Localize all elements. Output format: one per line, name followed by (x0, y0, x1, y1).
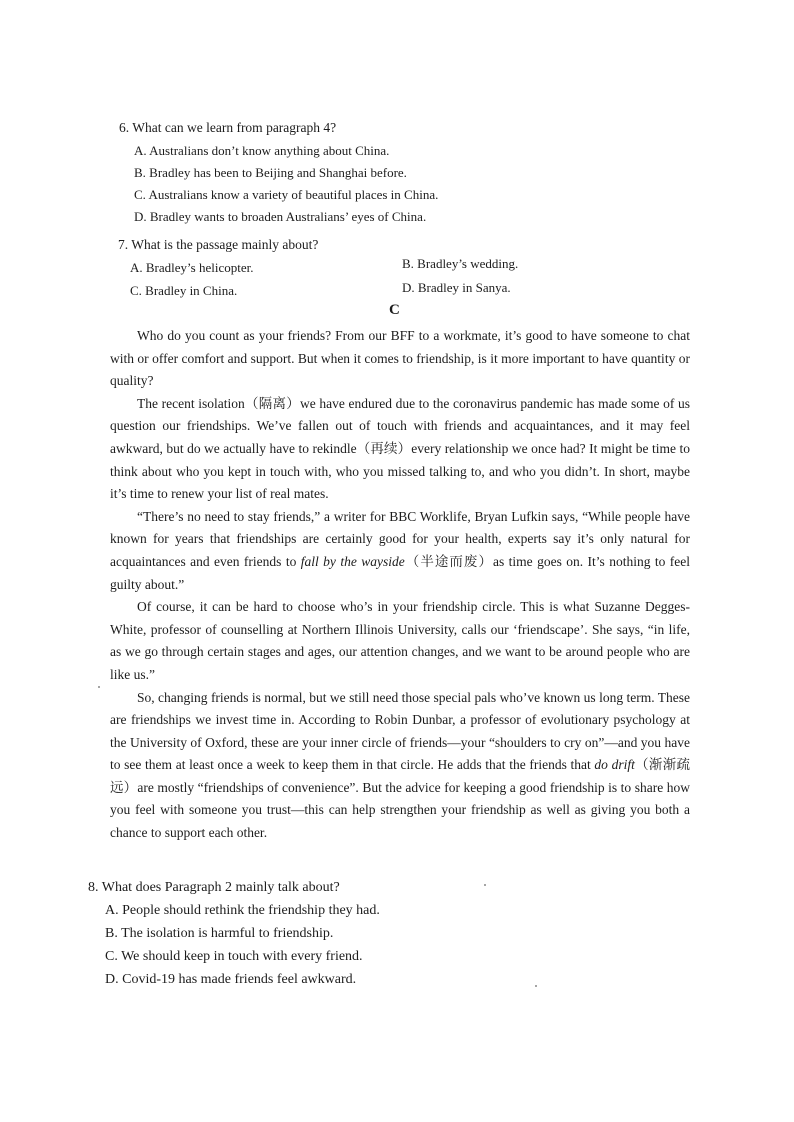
passage-paragraph-5-italic-phrase: do drift (594, 757, 635, 773)
passage-paragraph-4: Of course, it can be hard to choose who’s in your friendship circle. This is what Suzanne Degges-White, professor of counselling at Northern Illinois University, calls our ‘friendscape’. She says, “in life, as we go through certain stages and ages, our attention changes, and we want to be around people who are like us.” (110, 599, 690, 682)
scan-speck (484, 884, 486, 886)
reading-passage (110, 325, 690, 845)
scan-speck (535, 985, 537, 987)
question-6-option-b: B. Bradley has been to Beijing and Shanghai before. (134, 165, 407, 180)
question-8-option-c: C. We should keep in touch with every friend. (105, 949, 363, 964)
passage-paragraph-2: The recent isolation（隔离）we have endured due to the coronavirus pandemic has made some of us question our friendships. We’ve fallen out of touch with friends and acquaintances, and it may feel awkward, but do we actually have to rekindle（再续）every relationship we once had? It might be time to think about who you kept in touch with, who you missed talking to, and who you didn’t. In short, maybe it’s time to renew your list of real mates. (110, 395, 690, 502)
question-6-stem: 6. What can we learn from paragraph 4? (119, 120, 337, 135)
question-6-option-d: D. Bradley wants to broaden Australians’ eyes of China. (134, 209, 427, 224)
question-7-option-d: D. Bradley in Sanya. (402, 280, 511, 295)
question-7-option-c: C. Bradley in China. (130, 283, 238, 298)
passage-paragraph-1: Who do you count as your friends? From our BFF to a workmate, it’s good to have someone to chat with or offer comfort and support. But when it comes to friendship, is it more important to have quantity or quality? (110, 328, 690, 389)
question-7-option-a: A. Bradley’s helicopter. (130, 260, 254, 275)
passage-paragraph-3-start: “There’s no need to stay friends,” a writer for BBC Worklife, Bryan Lufkin says, “While people have known for years that friendships are certainly good for your health, experts say it’s only natural for acquaintances and even friends to (110, 508, 690, 569)
scan-speck (98, 686, 100, 688)
passage-paragraph-5 (110, 687, 690, 845)
question-6-option-c: C. Australians know a variety of beautiful places in China. (134, 187, 439, 202)
question-7-stem: 7. What is the passage mainly about? (118, 237, 319, 252)
passage-paragraph-5-start: So, changing friends is normal, but we still need those special pals who’ve known us long term. These are friendships we invest time in. According to Robin Dunbar, a professor of evolutionary psychology at the University of Oxford, these are your inner circle of friends—your “shoulders to cry on”—and you have to see them at least once a week to keep them in that circle. He adds that the friends that (110, 689, 690, 773)
question-8-stem: 8. What does Paragraph 2 mainly talk about? (88, 880, 340, 895)
question-8 (88, 877, 648, 991)
passage-paragraph-3-end: （半途而废）as time goes on. It’s nothing to feel guilty about.” (110, 553, 691, 592)
question-8-option-b: B. The isolation is harmful to friendship. (105, 926, 334, 941)
question-8-option-a: A. People should rethink the friendship they had. (105, 903, 380, 918)
question-8-option-d: D. Covid-19 has made friends feel awkward. (105, 972, 357, 987)
question-6-option-a: A. Australians don’t know anything about China. (134, 143, 390, 158)
section-heading-c: C (389, 302, 400, 318)
passage-paragraph-5-end: （渐渐疏远）are mostly “friendships of convenience”. But the advice for keeping a good friendship is to share how you feel with someone you trust—this can help strengthen your friendship as well as giving you both a chance to support each other. (110, 757, 690, 841)
passage-paragraph-3 (110, 506, 690, 596)
passage-paragraph-3-italic-phrase: fall by the wayside (300, 553, 405, 569)
question-7-option-b: B. Bradley’s wedding. (402, 256, 519, 271)
